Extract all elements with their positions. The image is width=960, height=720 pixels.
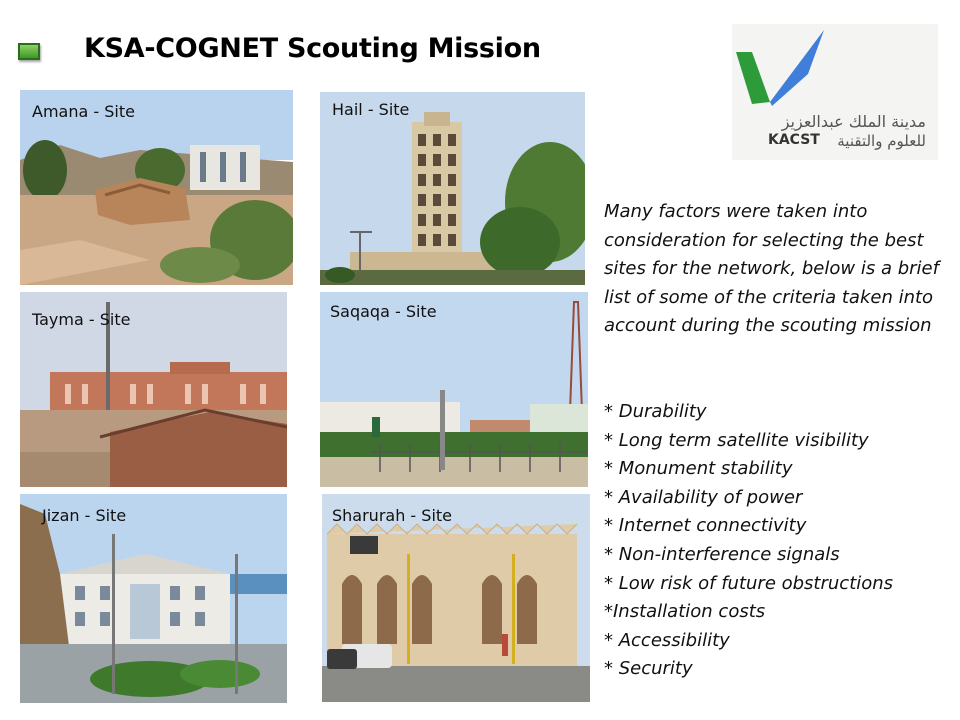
description-text: [604, 198, 944, 341]
photo-label: Amana - Site: [32, 102, 135, 121]
tayma-site-photo: [20, 292, 287, 487]
criteria-item: * Non-interference signals: [604, 543, 840, 565]
photo-label: Tayma - Site: [32, 310, 131, 329]
saqaqa-site-photo: [320, 292, 588, 487]
logo-english: KACST: [768, 132, 820, 148]
slide-title: KSA-COGNET Scouting Mission: [84, 33, 541, 64]
hail-site-photo: [320, 92, 585, 285]
amana-site-photo: [20, 90, 293, 285]
description-paragraph: Many factors were taken into consideration for selecting the best sites for the network, below is a brief list of some of the criteria taken into account during the scouting mission: [604, 201, 939, 337]
criteria-item: * Monument stability: [604, 458, 793, 480]
title-bullet-icon: [18, 43, 40, 60]
sharurah-site-photo: [322, 494, 590, 702]
criteria-item: * Long term satellite visibility: [604, 429, 869, 451]
criteria-item: * Availability of power: [604, 486, 803, 508]
kacst-logo: [732, 24, 938, 160]
photo-label: Sharurah - Site: [332, 506, 453, 525]
criteria-item: * Security: [604, 658, 693, 680]
photo-label: Jizan - Site: [42, 506, 127, 525]
logo-arabic-line2: للعلوم والتقنية: [837, 132, 926, 150]
criteria-item: * Accessibility: [604, 629, 730, 651]
jizan-site-photo: [20, 494, 287, 703]
criteria-item: * Internet connectivity: [604, 515, 807, 537]
photo-label: Saqaqa - Site: [330, 302, 437, 321]
criteria-item: *Installation costs: [604, 601, 766, 623]
criteria-item: * Durability: [604, 401, 707, 422]
logo-arabic-line1: مدينة الملك عبدالعزيز: [781, 112, 926, 131]
criteria-item: * Low risk of future obstructions: [604, 572, 894, 594]
photo-label: Hail - Site: [332, 100, 410, 119]
criteria-list: [604, 398, 944, 684]
